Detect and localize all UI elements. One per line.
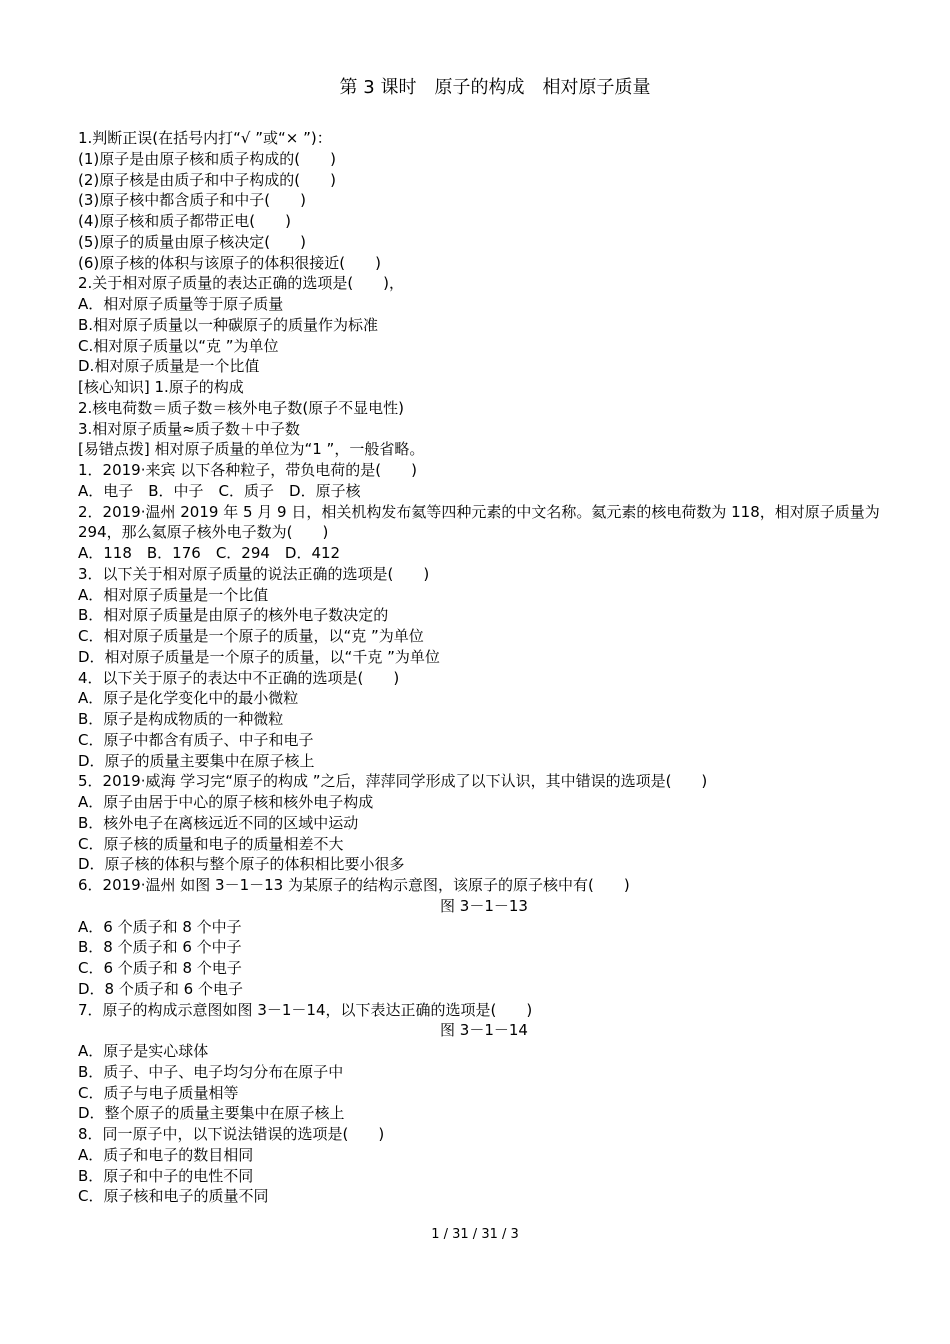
- exercise-7-stem: 7．原子的构成示意图如图 3－1－14，以下表达正确的选项是( ): [78, 1000, 533, 1019]
- option-c: C．相对原子质量是一个原子的质量，以“克 ”为单位: [78, 627, 424, 645]
- page-title: 第 3 课时 原子的构成 相对原子质量: [339, 77, 651, 98]
- exercise-8-stem: 8．同一原子中，以下说法错误的选项是( ): [78, 1125, 385, 1143]
- option-a: A．质子和电子的数目相同: [78, 1145, 254, 1164]
- exercise-6-stem: 6．2019·温州 如图 3－1－13 为某原子的结构示意图，该原子的原子核中有( ): [78, 876, 630, 894]
- exercise-4-stem: 4．以下关于原子的表达中不正确的选项是( ): [78, 668, 400, 687]
- exercise-2-stem: 2．2019·温州 2019 年 5 月 9 日，相关机构发布氦等四种元素的中文名称。氦元素的核电荷数为 118，相对原子质量为 294，那么氦原子核外电子数为( ): [78, 502, 885, 542]
- document-body: [78, 128, 890, 1207]
- option-a: A．原子由居于中心的原子核和核外电子构成: [78, 793, 374, 811]
- option-d: D．8 个质子和 6 个电子: [78, 979, 243, 998]
- option-d: D.相对原子质量是一个比值: [78, 357, 260, 376]
- option-a: A．原子是化学变化中的最小微粒: [78, 689, 299, 708]
- option-a: A．6 个质子和 8 个中子: [78, 917, 242, 936]
- option-a: A．原子是实心球体: [78, 1042, 209, 1060]
- core-knowledge-1: [核心知识] 1.原子的构成: [78, 378, 244, 396]
- page-number: 1 / 31 / 31 / 3: [431, 1227, 519, 1242]
- option-c: C．原子核的质量和电子的质量相差不大: [78, 834, 344, 853]
- statement-2: (2)原子核是由质子和中子构成的( ): [78, 170, 336, 189]
- statement-5: (5)原子的质量由原子核决定( ): [78, 232, 306, 251]
- statement-1: (1)原子是由原子核和质子构成的( ): [78, 149, 336, 168]
- option-b: B．核外电子在离核远近不同的区域中运动: [78, 813, 359, 832]
- exercise-5-stem: 5．2019·威海 学习完“原子的构成 ”之后，萍萍同学形成了以下认识，其中错误的选项是( ): [78, 772, 708, 791]
- question-1-stem: 1.判断正误(在括号内打“√ ”或“× ”)：: [78, 129, 332, 147]
- option-b: B．原子和中子的电性不同: [78, 1166, 254, 1185]
- option-d: D．原子的质量主要集中在原子核上: [78, 751, 315, 770]
- option-c: C．原子核和电子的质量不同: [78, 1187, 269, 1206]
- exercise-1-stem: 1．2019·来宾 以下各种粒子，带负电荷的是( ): [78, 461, 417, 479]
- option-b: B.相对原子质量以一种碳原子的质量作为标准: [78, 315, 379, 334]
- option-c: C．原子中都含有质子、中子和电子: [78, 730, 314, 749]
- option-c: C．6 个质子和 8 个电子: [78, 959, 242, 977]
- figure-caption: 图 3－1－14: [440, 1021, 528, 1040]
- statement-3: (3)原子核中都含质子和中子( ): [78, 191, 306, 210]
- option-a: A．相对原子质量是一个比值: [78, 585, 269, 604]
- option-b: B．质子、中子、电子均匀分布在原子中: [78, 1062, 344, 1081]
- option-d: D．相对原子质量是一个原子的质量，以“千克 ”为单位: [78, 647, 440, 666]
- figure-caption: 图 3－1－13: [440, 896, 528, 915]
- core-knowledge-2: 2.核电荷数＝质子数＝核外电子数(原子不显电性): [78, 398, 405, 417]
- exercise-3-stem: 3．以下关于相对原子质量的说法正确的选项是( ): [78, 564, 430, 583]
- option-d: D．整个原子的质量主要集中在原子核上: [78, 1104, 345, 1123]
- option-c: C．质子与电子质量相等: [78, 1083, 239, 1102]
- option-a: A．相对原子质量等于原子质量: [78, 295, 284, 313]
- exercise-2-options: A．118 B．176 C．294 D．412: [78, 544, 341, 562]
- option-b: B．原子是构成物质的一种微粒: [78, 710, 284, 728]
- exercise-1-options: A．电子 B．中子 C．质子 D．原子核: [78, 481, 361, 500]
- option-b: B．8 个质子和 6 个中子: [78, 938, 242, 957]
- option-b: B．相对原子质量是由原子的核外电子数决定的: [78, 606, 389, 625]
- option-c: C.相对原子质量以“克 ”为单位: [78, 336, 279, 355]
- question-2-stem: 2.关于相对原子质量的表达正确的选项是( )，: [78, 274, 405, 293]
- error-tip: [易错点拨] 相对原子质量的单位为“1 ”，一般省略。: [78, 440, 425, 459]
- statement-6: (6)原子核的体积与该原子的体积很接近( ): [78, 253, 381, 272]
- core-knowledge-3: 3.相对原子质量≈质子数＋中子数: [78, 419, 300, 438]
- statement-4: (4)原子核和质子都带正电( ): [78, 212, 291, 230]
- option-d: D．原子核的体积与整个原子的体积相比要小很多: [78, 855, 405, 874]
